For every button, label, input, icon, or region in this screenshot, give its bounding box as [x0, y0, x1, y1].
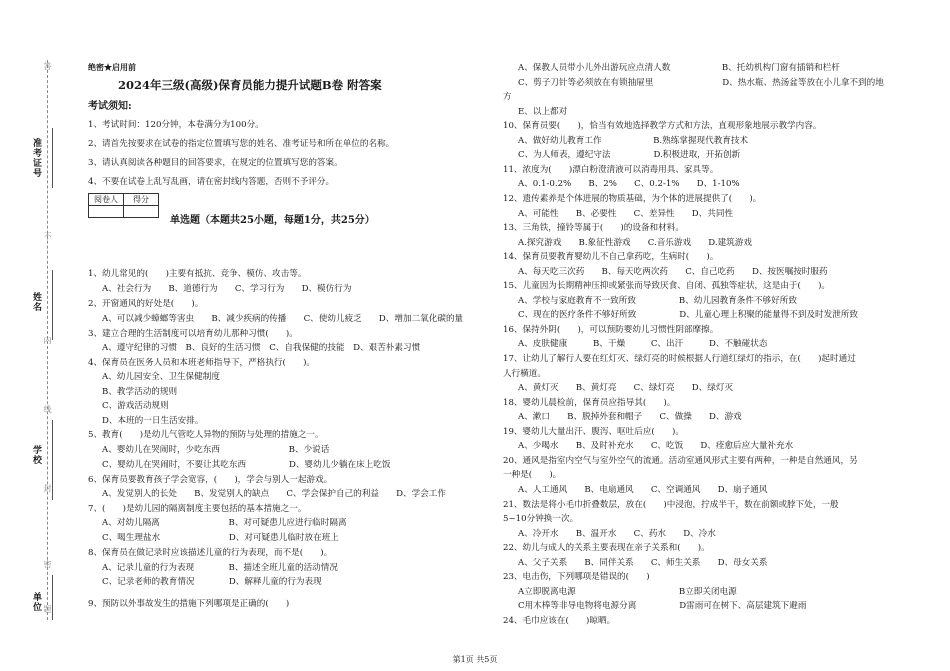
answer-option: A、人工通风 B、电扇通风 C、空调通风 D、扇子通风: [518, 485, 768, 495]
answer-option: C、记录老师的教育情况 D、解释儿童的行为表现: [102, 577, 322, 587]
question-line: 20、通风是指室内空气与室外空气的流通。活动室通风形式主要有两种，一种是自然通风，另: [503, 455, 858, 466]
answer-option: A、保教人员带小儿外出游玩应点清人数 B、托幼机构门窗有插销和栏杆: [518, 63, 840, 73]
margin-underline: [52, 128, 53, 188]
answer-option: C、游戏活动规则: [102, 401, 169, 411]
notice-item: 3、请认真阅读各种题目的回答要求，在规定的位置填写您的答案。: [88, 158, 343, 168]
answer-option: A、记录儿童的行为表现 B、描述全班儿童的活动情况: [102, 563, 338, 573]
answer-option: A、父子关系 B、同伴关系 C、师生关系 D、母女关系: [518, 557, 768, 568]
question-line: 1、幼儿常见的( )主要有抵抗、竞争、模仿、攻击等。: [88, 269, 307, 279]
question-line: 22、幼儿与成人的关系主要表现在亲子关系和( )。: [503, 543, 710, 554]
answer-option: A、每天吃三次药 B、每天吃两次药 C、自己吃药 D、按医嘱按时服药: [518, 266, 828, 277]
question-line: 人行横道。: [503, 368, 546, 379]
score-cell-empty: [89, 206, 124, 218]
score-table: [88, 193, 159, 218]
question-line: 10、保育员要( )，恰当有效地选择教学方式和方法，直观形象地展示教学内容。: [503, 121, 822, 132]
answer-option: A、冷开水 B、温开水 C、药水 D、冷水: [518, 528, 716, 539]
seal-word: 内: [43, 336, 52, 350]
score-cell-empty: [124, 206, 159, 218]
answer-option: A立即脱离电源 B立即关闭电源: [518, 586, 737, 597]
question-line: 14、保育员要教育婴幼儿不自己拿药吃，生病时( )。: [503, 252, 719, 263]
notice-heading: 考试须知:: [88, 101, 132, 112]
question-line: 5~10分钟换一次。: [503, 514, 579, 524]
question-line: 9、预防以外事故发生的措施下列哪项是正确的( ): [88, 599, 290, 609]
margin-label-name: 姓名: [31, 292, 41, 312]
answer-option: A、黄灯灭 B、黄灯亮 C、绿灯亮 D、绿灯灭: [518, 383, 734, 394]
answer-option: A、可以减少蟑螂等害虫 B、减少疾病的传播 C、使幼儿疲乏 D、增加二氧化碳的量: [102, 314, 464, 324]
score-cell-score: 得分: [124, 194, 159, 206]
confidential-mark: 绝密★启用前: [88, 62, 136, 72]
answer-option: C、婴幼儿在哭闹时，不要让其吃东西 D、婴幼儿少躺在床上吃饭: [102, 460, 391, 470]
score-cell-grader: 阅卷人: [89, 194, 124, 206]
answer-option: C、现在的医疗条件不够好所致 D、儿童心理上积聚的能量得不到及时发泄所致: [518, 310, 859, 321]
notice-item: 1、考试时间：120分钟，本卷满分为100分。: [88, 120, 264, 130]
answer-option: A、社会行为 B、道德行为 C、学习行为 D、模仿行为: [102, 284, 352, 294]
question-line: 19、婴幼儿大量出汗、腹泻、呕吐后应( )。: [503, 426, 684, 437]
section-heading: 单选题（本题共25小题，每题1分，共25分）: [170, 215, 375, 226]
answer-option: A.探究游戏 B.象征性游戏 C.音乐游戏 D.建筑游戏: [518, 237, 752, 248]
answer-option: C、为人师表，遵纪守法 D.积极进取，开拓创新: [518, 150, 741, 161]
question-line: 2、开窗通风的好处是( )。: [88, 299, 204, 309]
answer-option: A、做好幼儿教育工作 B.熟练掌握现代教育技术: [518, 135, 749, 146]
answer-option: C、喝生理盐水 D、对可疑患儿临时放在班上: [102, 533, 339, 543]
question-line: 3、建立合理的生活制度可以培育幼儿那种习惯( )。: [88, 329, 298, 339]
question-line: 5、教育( )是幼儿气管吃人异物的预防与处理的措施之一。: [88, 430, 324, 440]
answer-option: D、本班的一日生活安排。: [102, 416, 204, 426]
seal-word: 答: [43, 62, 52, 76]
question-line: 7、( )是幼儿园的隔离制度主要包括的基本措施之一。: [88, 504, 307, 514]
page-footer: 第1页 共5页: [452, 655, 498, 664]
answer-option: C、剪子刀针等必须放在有锁抽屉里 D、热水瓶、热汤盆等放在小儿拿不到的地: [518, 77, 884, 88]
question-line: 17、让幼儿了解行人要在红灯灭、绿灯亮的时候根据人行道红绿灯的指示，在( )起时通过: [503, 354, 856, 364]
answer-option: A、可能性 B、必要性 C、差异性 D、共同性: [518, 208, 734, 219]
question-line: 21、数法是将小毛巾折叠数层，放在( )中浸泡，拧成半干，数在前额或脖下处，一般: [503, 499, 839, 510]
question-line: 16、保持外阴( )，可以预防婴幼儿习惯性阴部摩擦。: [503, 324, 719, 335]
margin-label-exam-id: 准考证号: [31, 138, 41, 178]
answer-option: A、对幼儿隔离 B、对可疑患儿应进行临时隔离: [102, 518, 347, 528]
margin-label-unit: 单位: [31, 592, 41, 612]
notice-item: 4、不要在试卷上乱写乱画，请在密封线内答题，否则不予评分。: [88, 177, 335, 187]
question-line: 24、毛巾应该在( )晾晒。: [503, 615, 616, 626]
answer-option: A、遵守纪律的习惯 B、良好的生活习惯 C、自我保健的技能 D、艰苦朴素习惯: [102, 343, 421, 353]
seal-word: 不: [43, 232, 52, 246]
answer-option: A、漱口 B、脱掉外套和帽子 C、做操 D、游戏: [518, 412, 742, 423]
question-line: 方: [503, 92, 512, 103]
question-line: 23、电击伤，下列哪项是错误的( ): [503, 572, 650, 583]
seal-word: 题: [43, 605, 52, 619]
answer-option: B、教学活动的规则: [102, 387, 178, 397]
question-line: 18、婴幼儿晨检前，保育员应指导其( )。: [503, 397, 676, 408]
answer-option: A、皮肤健康 B、干燥 C、出汗 D、不触碰状态: [518, 339, 768, 350]
answer-option: A、少喝水 B、及时补充水 C、吃饭 D、痊愈后应大量补充水: [518, 441, 794, 452]
question-line: 一种是( )。: [503, 470, 562, 481]
margin-underline: [52, 270, 53, 340]
answer-option: A、学校与家庭教育不一致所致 B、幼儿园教育条件不够好所致: [518, 295, 797, 306]
question-line: 4、保育员在医务人员和本班老师指导下，严格执行( )。: [88, 358, 316, 368]
answer-option: C用木棒等非导电物将电源分离 D雷雨可在树下、高层建筑下避雨: [518, 601, 807, 612]
seal-word: 线: [43, 405, 52, 419]
question-line: 15、儿童因为长期精神压抑或紧张而导致厌食、自闭、孤独等症状，这是由于( )。: [503, 281, 831, 292]
answer-option: A、幼儿园安全、卫生保健制度: [102, 372, 220, 382]
answer-option: A、发觉别人的长处 B、发觉别人的缺点 C、学会保护自己的利益 D、学会工作: [102, 489, 446, 499]
page-title: 2024年三级(高级)保育员能力提升试题B卷 附答案: [118, 78, 382, 92]
answer-option: A、婴幼儿在哭闹时，少吃东西 B、少说话: [102, 445, 330, 455]
seal-word: 密: [43, 560, 52, 574]
binding-margin: [0, 0, 72, 671]
question-line: 13、三角铁，撞铃等属于( )的设备和材料。: [503, 223, 684, 234]
question-line: 11、浓度为( )漂白粉澄清液可以消毒用具、家具等。: [503, 164, 719, 175]
seal-word: 封: [43, 484, 52, 498]
question-line: 8、保育员在做记录时应该描述儿童的行为表现，而不是( )。: [88, 548, 333, 558]
margin-label-school: 学校: [31, 445, 41, 465]
notice-item: 2、请首先按要求在试卷的指定位置填写您的姓名、准考证号和所在单位的名称。: [88, 139, 395, 149]
answer-option: A、0.1-0.2% B、2% C、0.2-1% D、1-10%: [518, 179, 740, 190]
question-line: 12、遗传素养是个体进展的物质基础，为个体的进展提供了( )。: [503, 194, 762, 204]
question-line: 6、保育员要教育孩子学会宽容，( )，学会与别人一起游戏。: [88, 475, 333, 485]
answer-option: E、以上都对: [518, 106, 568, 117]
